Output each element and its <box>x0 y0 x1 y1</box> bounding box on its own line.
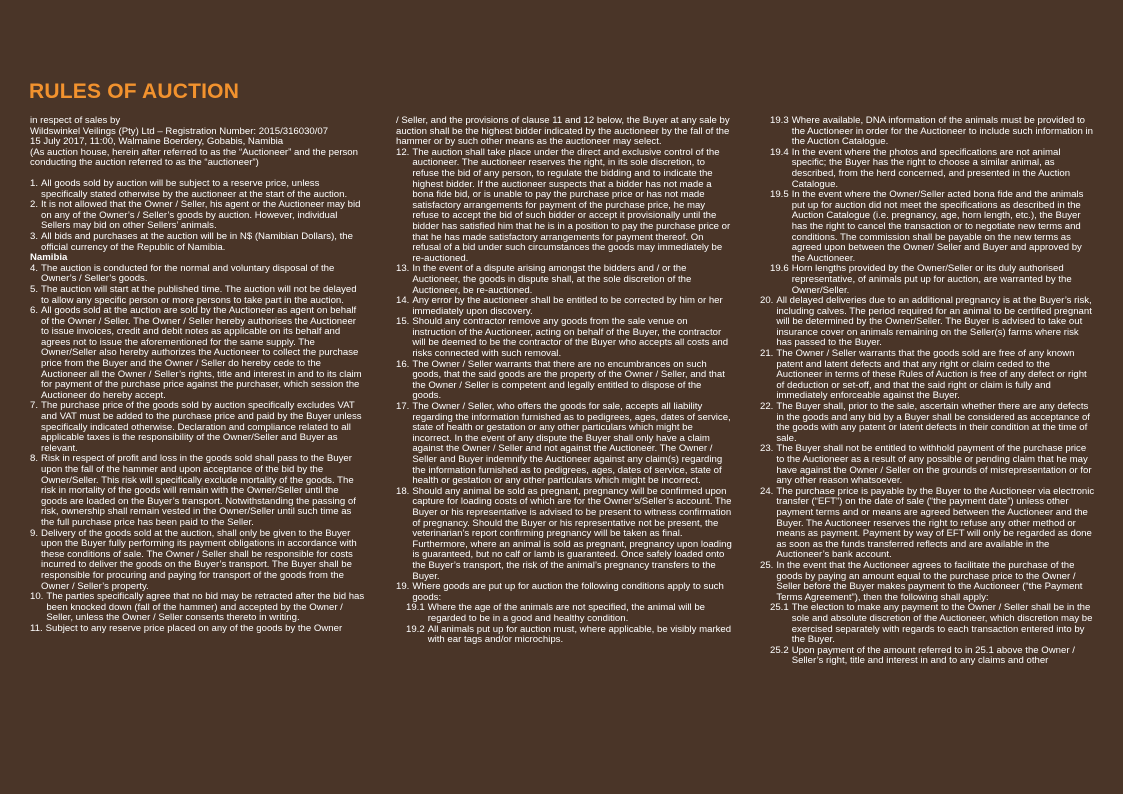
rule-text: Delivery of the goods sold at the auction, shall only be given to the Buyer upon the Buyer fully performing its payment obligations in accordance with these conditions of sale. The Owner / Seller shall be responsible for costs incurred to deliver the goods on the Buyer’s transport. The Buyer shall be responsible for procuring and paying for transport of the goods from the Owner / Seller’s property. <box>41 527 357 592</box>
rule-item <box>30 285 366 306</box>
rule-number: 7. <box>30 400 39 412</box>
rule-text: All goods sold by auction will be subject to a reserve price, unless specifically stated otherwise by the auctioneer at the start of the auction. <box>41 177 348 200</box>
rule-text: The Buyer shall, prior to the sale, ascertain whether there are any defects in the goods and any bid by a Buyer shall be considered as acceptance of the goods with any patent or latent defects in their condition at the time of sale. <box>776 401 1090 444</box>
rule-text: All goods sold at the auction are sold by the Auctioneer as agent on behalf of the Owner / Seller. The Owner / Seller hereby authorises the Auctioneer to issue invoices, credit and debit notes as applicable on its behalf and agrees not to issue the aforementioned for the same supply. The Owner/Seller also hereby authorizes the Auctioneer to collect the purchase price from the Buyer and the Owner / Seller do hereby cede to the Auctioneer all the Owner / Seller’s rights, title and interest in and to its claim for payment of the purchase price against the purchaser, which session the Auctioneer do hereby accept. <box>41 305 362 401</box>
rule-item <box>30 592 366 624</box>
rule-number: 12. <box>396 146 410 158</box>
rule-number: 16. <box>396 358 410 370</box>
rule-item <box>396 402 732 487</box>
rule-number: 3. <box>30 230 39 242</box>
rule-text: Should any contractor remove any goods from the sale venue on instruction of the Auctioneer, acting on behalf of the Buyer, the contractor will be deemed to be the contractor of the Buyer who accepts all costs and risks connected with such removal. <box>412 316 729 360</box>
rule-number: 19.4 <box>770 146 789 158</box>
rules-list-3 <box>760 116 1096 667</box>
rule-text: Any error by the auctioneer shall be entitled to be corrected by him or her immediately upon discovery. <box>412 295 723 317</box>
rule-item <box>760 487 1096 561</box>
rule-text: Where available, DNA information of the animals must be provided to the Auctioneer in order for the Auctioneer to include such information in the Auction Catalogue. <box>791 115 1094 148</box>
rule-item <box>396 148 732 265</box>
rule-number: 14. <box>396 295 410 307</box>
intro-line: (As auction house, herein after referred to as the “Auctioneer” and the person conducting the auction referred to as the “auctioneer”) <box>30 146 358 169</box>
rule-item <box>30 264 366 285</box>
rule-text: In the event where the Owner/Seller acted bona fide and the animals put up for auction did not meet the specifications as described in the Auction Catalogue (i.e. pregnancy, age, horn length, etc.), the Buyer has the right to cancel the transaction or to negotiate new terms and conditions. The commission shall be payable on the new terms as agreed upon between the Owner/ Seller and Buyer and approved by the Auctioneer. <box>791 189 1084 264</box>
rule-number: 25.1 <box>770 602 789 614</box>
rule-number: 11. <box>30 622 43 634</box>
rule-item <box>396 264 732 296</box>
rule-number: 22. <box>760 401 774 413</box>
rule-item <box>30 179 366 200</box>
sub-rule-item <box>760 646 1096 667</box>
rule-text: All delayed deliveries due to an additional pregnancy is at the Buyer’s risk, including calves. The period required for an animal to be certified pregnant will be determined by the Owner/Seller. The Buyer is advised to take out insurance cover on animals remaining on the Seller(s) farms where risk has passed to the Buyer. <box>776 295 1092 349</box>
rule-text: The auction shall take place under the direct and exclusive control of the auctioneer. The auctioneer reserves the right, in its sole discretion, to refuse the bid of any person, to regulate the bidding and to indicate the highest bidder. If the auctioneer suspects that a bidder has not made a bona fide bid, or is unable to pay the purchase price or has not made satisfactory arrangements for payment of the purchase price, he may refuse to accept the bid of such bidder or accept it provisionally until the bidder has satisfied him that he is in a position to pay the purchase price or that he has made satisfactory arrangements for payment thereof. On refusal of a bid under such circumstances the goods may immediately be re-auctioned. <box>412 146 731 264</box>
rule-item <box>760 444 1096 486</box>
rule-number: 17. <box>396 401 410 413</box>
intro-block <box>30 116 366 169</box>
rule-item <box>760 402 1096 444</box>
rules-list-2 <box>396 148 732 646</box>
rule-text: The election to make any payment to the Owner / Seller shall be in the sole and absolute discretion of the Auctioneer, which discretion may be exercised separately with regards to each transaction entered into by the Buyer. <box>791 602 1093 646</box>
rule-item <box>760 349 1096 402</box>
rule-number: 24. <box>760 485 774 497</box>
rule-text: Subject to any reserve price placed on any of the goods by the Owner <box>45 622 343 634</box>
rule-number: 19.2 <box>406 623 425 635</box>
rule-text: In the event of a dispute arising amongst the bidders and / or the Auctioneer, the goods in dispute shall, at the sole discretion of the Auctioneer, be re-auctioned. <box>412 263 692 296</box>
rule-item <box>396 296 732 317</box>
page-title: RULES OF AUCTION <box>29 80 240 103</box>
rule-text: The Buyer shall not be entitled to withhold payment of the purchase price to the Auctioneer as a result of any possible or pending claim that he may have against the Owner / Seller on the grounds of misrepresentation or for any other reason whatsoever. <box>776 443 1092 487</box>
rule-number: 19.6 <box>770 263 789 275</box>
rule-number: 5. <box>30 283 39 295</box>
rule-text: The parties specifically agree that no bid may be retracted after the bid has been knocked down (fall of the hammer) and accepted by the Owner / Seller, unless the Owner / Seller consents thereto in writing. <box>46 591 365 624</box>
intro-line: 15 July 2017, 11:00, Walmaine Boerdery, Gobabis, Namibia <box>30 136 284 148</box>
column-2 <box>396 116 732 646</box>
rule-number: 6. <box>30 305 39 317</box>
sub-rule-item <box>396 625 732 646</box>
rule-item <box>396 317 732 359</box>
rules-list-1 <box>30 179 366 635</box>
rule-number: 21. <box>760 348 774 360</box>
rule-text: It is not allowed that the Owner / Seller, his agent or the Auctioneer may bid on any of the Owner’s / Seller’s goods by auction. However, individual Sellers may bid on other Sellers’ animals. <box>41 199 361 232</box>
rule-number: 19. <box>396 581 410 593</box>
intro-line: in respect of sales by <box>30 115 121 126</box>
rule-number: 9. <box>30 527 39 539</box>
rule-item <box>30 306 366 401</box>
rule-item <box>396 487 732 582</box>
rule-text: Where the age of the animals are not specified, the animal will be regarded to be in a good and healthy condition. <box>427 602 705 624</box>
rule-item <box>396 360 732 402</box>
rule-number: 25.2 <box>770 644 789 656</box>
rule-item <box>30 454 366 528</box>
rule-number: 19.3 <box>770 115 789 126</box>
column-3 <box>760 116 1096 667</box>
rule-text: The auction will start at the published time. The auction will not be delayed to allow any specific person or more persons to take part in the auction. <box>41 283 357 306</box>
rule-continuation: / Seller, and the provisions of clause 11 and 12 below, the Buyer at any sale by auction shall be the highest bidder indicated by the auctioneer by the fall of the hammer or by such other means as the auctioneer may select. <box>396 115 730 148</box>
rule-item <box>30 232 366 253</box>
rule-item <box>396 582 732 603</box>
rule-text: All bids and purchases at the auction will be in N$ (Namibian Dollars), the official currency of the Republic of Namibia. <box>41 230 353 253</box>
sub-rule-item <box>760 116 1096 148</box>
rule-number: 13. <box>396 263 410 275</box>
sub-rule-item <box>760 264 1096 296</box>
rule-text: Should any animal be sold as pregnant, pregnancy will be confirmed upon capture for loading costs of which are for the Owner’s/Seller’s account. The Buyer or his representative is advised to be present to witness confirmation of pregnancy. Should the Buyer or his representative not be present, the veterinarian’s report confirming pregnancy will be taken as final. Furthermore, where an animal is sold as pregnant, pregnancy upon loading is guaranteed, but no calf or lamb is guaranteed. Once safely loaded onto the Buyer’s transport, the risk of the animal’s pregnancy transfers to the Buyer. <box>412 485 732 582</box>
rule-item <box>30 401 366 454</box>
rule-number: 18. <box>396 485 410 497</box>
rule-item <box>760 561 1096 603</box>
rule-number: 1. <box>30 177 39 189</box>
rule-text: All animals put up for auction must, where applicable, be visibly marked with ear tags and/or microchips. <box>427 623 732 646</box>
rule-number: 8. <box>30 453 39 465</box>
column-1 <box>30 116 366 635</box>
sub-rule-item <box>760 603 1096 645</box>
rule-item <box>30 529 366 593</box>
rule-number: 15. <box>396 316 410 328</box>
section-heading: Namibia <box>30 252 68 264</box>
rule-text: The purchase price is payable by the Buyer to the Auctioneer via electronic transfer (“EFT”) on the date of sale (“the payment date”) unless other payment terms and or means are agreed between the Auctioneer and the Buyer. The Auctioneer reserves the right to refuse any other method or means as payment. Payment by way of EFT will only be regarded as done as soon as the funds transferred reflects and are available in the Auctioneer’s bank account. <box>776 485 1095 561</box>
rule-number: 19.1 <box>406 602 425 614</box>
rule-text: The Owner / Seller warrants that the goods sold are free of any known patent and latent defects and that any right or claim ceded to the Auctioneer in terms of these Rules of Auction is free of any defect or right of deduction or set-off, and that the said right or claim is fully and immediately enforceable against the Buyer. <box>776 348 1087 402</box>
rule-number: 25. <box>760 559 774 571</box>
sub-rule-item <box>760 190 1096 264</box>
rule-text: The auction is conducted for the normal and voluntary disposal of the Owner’s / Seller’s goods. <box>41 262 335 285</box>
rule-number: 19.5 <box>770 189 789 201</box>
rule-text: The Owner / Seller warrants that there are no encumbrances on such goods, that the said goods are the property of the Owner / Seller, and that the Owner / Seller is competent and legally entitled to dispose of the goods. <box>412 358 725 402</box>
sub-rule-item <box>760 148 1096 190</box>
rule-text: In the event that the Auctioneer agrees to facilitate the purchase of the goods by paying an amount equal to the purchase price to the Owner / Seller before the Buyer makes payment to the Auctioneer (“the Payment Terms Agreement”), then the following shall apply: <box>776 559 1083 603</box>
rule-number: 2. <box>30 199 39 211</box>
rule-text: Upon payment of the amount referred to in 25.1 above the Owner / Seller’s right, title and interest in and to any claims and other <box>791 644 1075 667</box>
rule-text: Horn lengths provided by the Owner/Seller or its duly authorised representative, of animals put up for auction, are warranted by the Owner/Seller. <box>791 263 1072 296</box>
rule-item <box>30 200 366 232</box>
rule-number: 23. <box>760 443 774 455</box>
rule-number: 10. <box>30 591 44 603</box>
rule-text: In the event where the photos and specifications are not animal specific; the Buyer has the right to choose a similar animal, as described, from the herd concerned, and presented in the Auction Catalogue. <box>791 146 1071 190</box>
rule-text: Where goods are put up for auction the following conditions apply to such goods: <box>412 581 724 603</box>
rule-text: The Owner / Seller, who offers the goods for sale, accepts all liability regarding the information furnished as to pedigrees, ages, dates of service, state of health or gestation or any other particulars which might be incorrect. In the event of any dispute the Buyer shall only have a claim against the Owner / Seller and not against the Auctioneer. The Owner / Seller and Buyer indemnify the Auctioneer against any claim(s) regarding the information furnished as to pedigrees, ages, dates of service, state of health or gestation or any other particulars which might be incorrect. <box>412 401 731 487</box>
rule-text: Risk in respect of profit and loss in the goods sold shall pass to the Buyer upon the fall of the hammer and upon acceptance of the bid by the Owner/Seller. This risk will specifically exclude mortality of the goods. The risk in mortality of the goods will remain with the Owner/Seller until the goods are loaded on the Buyer’s transport. Notwithstanding the passing of risk, ownership shall remain vested in the Owner/Seller until such time as the full purchase price has been paid to the Seller. <box>41 453 356 528</box>
rule-text: The purchase price of the goods sold by auction specifically excludes VAT and VAT must be added to the purchase price and paid by the Buyer unless specifically indicated otherwise. Declaration and compliance related to all applicable taxes is the responsibility of the Owner/Seller and Buyer as relevant. <box>41 400 362 454</box>
rule-number: 4. <box>30 262 39 274</box>
rule-item <box>30 624 366 635</box>
rule-item <box>760 296 1096 349</box>
sub-rule-item <box>396 603 732 624</box>
intro-line: Wildswinkel Veilings (Pty) Ltd – Registration Number: 2015/316030/07 <box>30 125 329 137</box>
rule-number: 20. <box>760 295 774 307</box>
